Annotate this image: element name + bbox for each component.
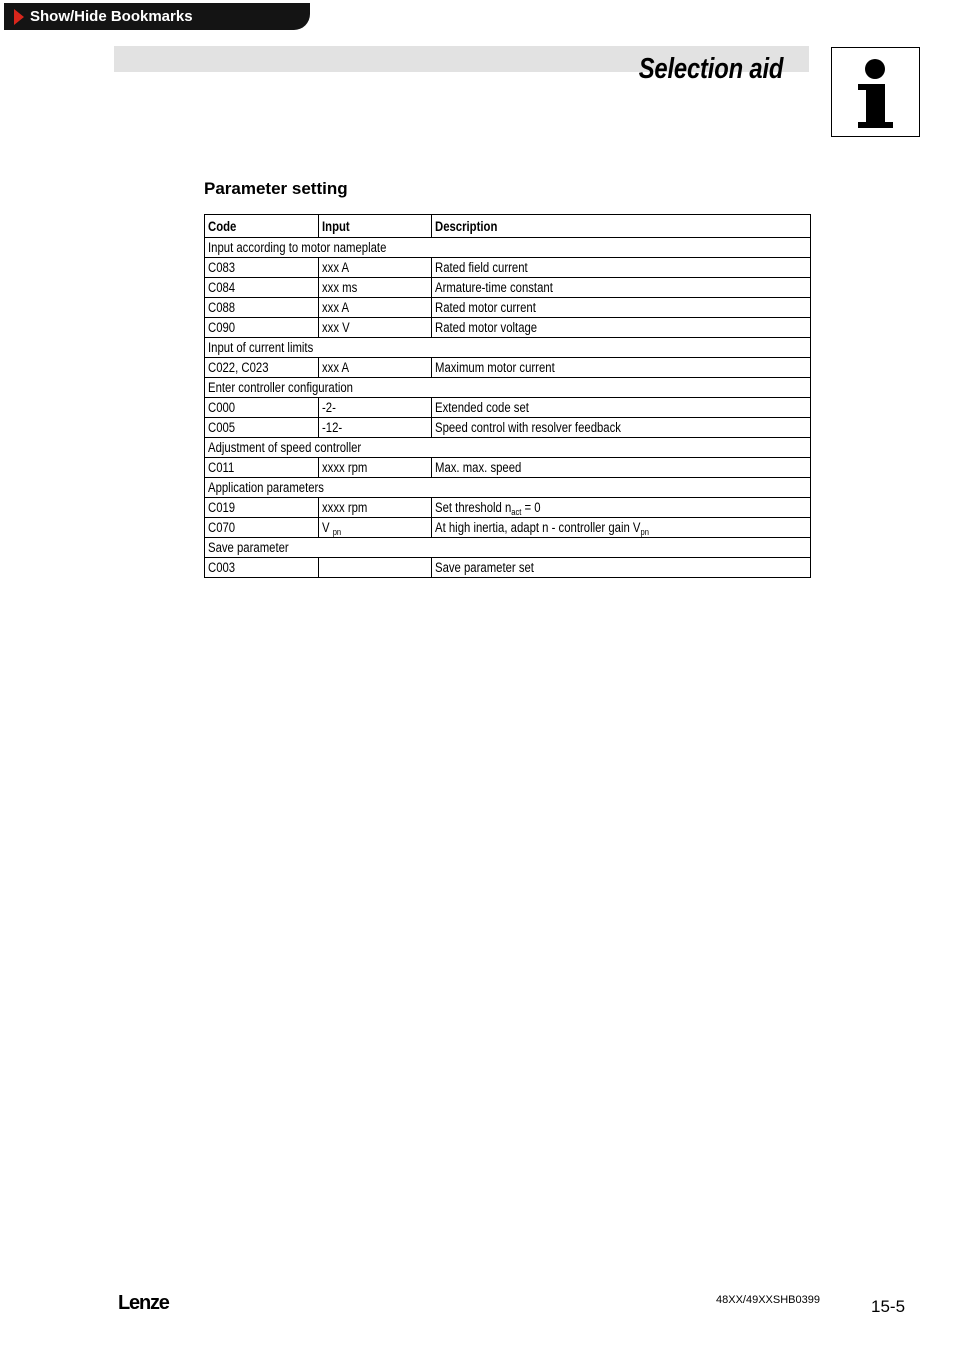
input-cell: xxx V bbox=[319, 318, 432, 338]
document-id: 48XX/49XXSHB0399 bbox=[716, 1294, 820, 1306]
column-header-code: Code bbox=[205, 215, 319, 238]
table-row bbox=[205, 358, 811, 378]
group-title: Input according to motor nameplate bbox=[205, 238, 811, 258]
code-cell: C003 bbox=[205, 558, 319, 578]
code-cell: C084 bbox=[205, 278, 319, 298]
column-header-input: Input bbox=[319, 215, 432, 238]
table-group-row bbox=[205, 378, 811, 398]
input-cell: xxx A bbox=[319, 298, 432, 318]
input-cell: xxx A bbox=[319, 358, 432, 378]
input-cell: xxxx rpm bbox=[319, 458, 432, 478]
input-cell: xxx ms bbox=[319, 278, 432, 298]
table-row bbox=[205, 418, 811, 438]
group-title: Enter controller configuration bbox=[205, 378, 811, 398]
triangle-right-icon bbox=[14, 9, 24, 25]
table-group-row bbox=[205, 238, 811, 258]
description-cell: Speed control with resolver feedback bbox=[432, 418, 811, 438]
input-cell bbox=[319, 558, 432, 578]
page-number: 15-5 bbox=[871, 1297, 906, 1316]
section-heading: Parameter setting bbox=[204, 179, 348, 198]
bookmarks-label: Show/Hide Bookmarks bbox=[30, 8, 193, 25]
lenze-logo: Lenze bbox=[118, 1292, 169, 1314]
group-title: Save parameter bbox=[205, 538, 811, 558]
table-row bbox=[205, 398, 811, 418]
code-cell: C022, C023 bbox=[205, 358, 319, 378]
description-cell: At high inertia, adapt n - controller gain $V_{pn}$ bbox=[432, 518, 811, 538]
table-row bbox=[205, 498, 811, 518]
code-cell: C019 bbox=[205, 498, 319, 518]
parameter-table bbox=[204, 214, 811, 578]
table-body bbox=[205, 238, 811, 578]
info-icon bbox=[831, 47, 920, 137]
table-group-row bbox=[205, 538, 811, 558]
input-cell: xxxx rpm bbox=[319, 498, 432, 518]
input-cell: -12- bbox=[319, 418, 432, 438]
description-cell: Save parameter set bbox=[432, 558, 811, 578]
code-cell: C070 bbox=[205, 518, 319, 538]
table-row bbox=[205, 318, 811, 338]
show-hide-bookmarks-button[interactable] bbox=[4, 3, 310, 30]
description-cell: Maximum motor current bbox=[432, 358, 811, 378]
code-cell: C090 bbox=[205, 318, 319, 338]
description-cell: Rated motor current bbox=[432, 298, 811, 318]
table-row bbox=[205, 518, 811, 538]
description-cell: Set threshold $n_{act} = 0$ bbox=[432, 498, 811, 518]
page-title: Selection aid bbox=[638, 53, 783, 85]
description-cell: Extended code set bbox=[432, 398, 811, 418]
table-row bbox=[205, 558, 811, 578]
table-header-row bbox=[205, 215, 811, 238]
table-row bbox=[205, 258, 811, 278]
description-cell: Armature-time constant bbox=[432, 278, 811, 298]
group-title: Application parameters bbox=[205, 478, 811, 498]
table-group-row bbox=[205, 338, 811, 358]
code-cell: C088 bbox=[205, 298, 319, 318]
table-group-row bbox=[205, 438, 811, 458]
group-title: Adjustment of speed controller bbox=[205, 438, 811, 458]
column-header-description: Description bbox=[432, 215, 811, 238]
code-cell: C011 bbox=[205, 458, 319, 478]
description-cell: Max. max. speed bbox=[432, 458, 811, 478]
table-row bbox=[205, 278, 811, 298]
table-row bbox=[205, 298, 811, 318]
code-cell: C083 bbox=[205, 258, 319, 278]
input-cell: -2- bbox=[319, 398, 432, 418]
code-cell: C000 bbox=[205, 398, 319, 418]
description-cell: Rated field current bbox=[432, 258, 811, 278]
input-cell: V $_{pn}$ bbox=[319, 518, 432, 538]
table-group-row bbox=[205, 478, 811, 498]
code-cell: C005 bbox=[205, 418, 319, 438]
input-cell: xxx A bbox=[319, 258, 432, 278]
group-title: Input of current limits bbox=[205, 338, 811, 358]
table-row bbox=[205, 458, 811, 478]
description-cell: Rated motor voltage bbox=[432, 318, 811, 338]
